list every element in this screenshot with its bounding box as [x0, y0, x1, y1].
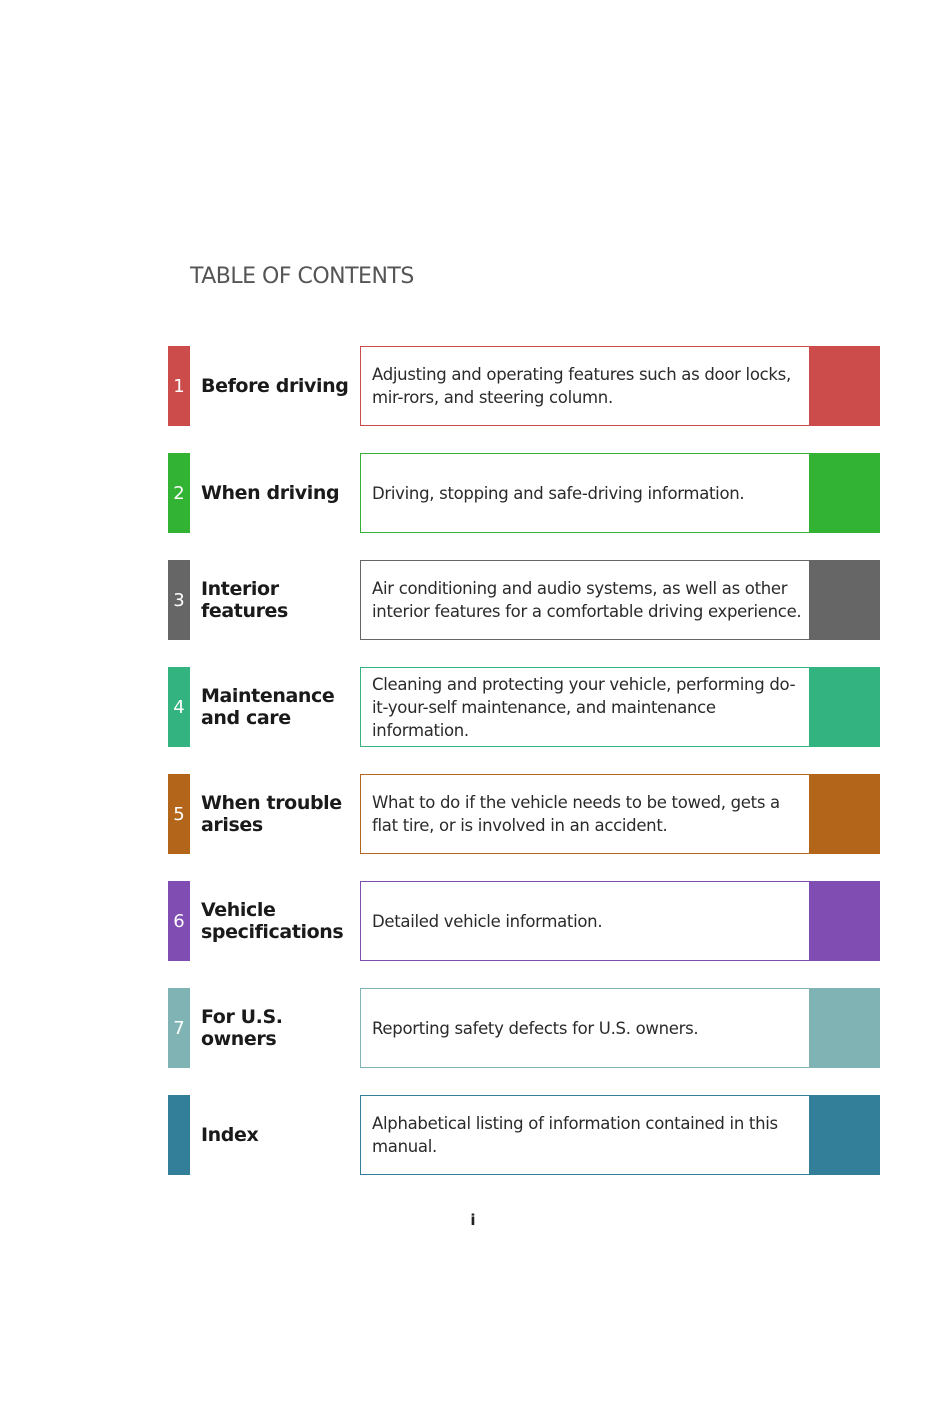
- section-description: Alphabetical listing of information contained in this manual.: [372, 1114, 778, 1156]
- section-description-box: [360, 560, 810, 640]
- section-color-tab[interactable]: [810, 346, 880, 426]
- section-number: 1: [173, 375, 185, 397]
- section-number-tab: [168, 988, 190, 1068]
- section-number-tab: [168, 667, 190, 747]
- section-description: Driving, stopping and safe-driving information.: [372, 483, 745, 503]
- section-heading[interactable]: [201, 1095, 361, 1175]
- section-color-tab[interactable]: [810, 774, 880, 854]
- page-title: TABLE OF CONTENTS: [190, 264, 414, 289]
- section-description: Adjusting and operating features such as door locks, mir-rors, and steering column.: [372, 365, 791, 407]
- section-number-tab: [168, 774, 190, 854]
- section-heading[interactable]: [201, 667, 361, 747]
- section-number: 4: [173, 696, 185, 718]
- toc-entry-before-driving[interactable]: [168, 346, 880, 426]
- section-heading-label: When trouble arises: [201, 792, 342, 836]
- section-description: Reporting safety defects for U.S. owners.: [372, 1018, 699, 1038]
- section-number: 7: [173, 1017, 185, 1039]
- section-number-tab: [168, 453, 190, 533]
- section-number-tab: [168, 560, 190, 640]
- section-number: 6: [173, 910, 185, 932]
- toc-entry-maintenance-and-care[interactable]: [168, 667, 880, 747]
- section-heading-label: Interior features: [201, 578, 288, 622]
- section-number-tab: [168, 881, 190, 961]
- section-heading-label: Maintenance and care: [201, 685, 335, 729]
- section-color-tab[interactable]: [810, 560, 880, 640]
- section-description-box: [360, 881, 810, 961]
- section-heading-label: Vehicle specifications: [201, 899, 344, 943]
- section-number: 3: [173, 589, 185, 611]
- toc-entry-when-trouble-arises[interactable]: [168, 774, 880, 854]
- section-heading-label: Index: [201, 1124, 259, 1146]
- section-heading[interactable]: [201, 988, 361, 1068]
- toc-entry-index[interactable]: [168, 1095, 880, 1175]
- section-color-tab[interactable]: [810, 667, 880, 747]
- section-description-box: [360, 774, 810, 854]
- toc-entry-for-us-owners[interactable]: [168, 988, 880, 1068]
- section-description: Cleaning and protecting your vehicle, performing do-it-your-self maintenance, and maintenance information.: [372, 674, 796, 740]
- section-description-box: [360, 453, 810, 533]
- section-heading[interactable]: [201, 881, 361, 961]
- section-heading-label: Before driving: [201, 375, 349, 397]
- section-heading[interactable]: [201, 774, 361, 854]
- section-description-box: [360, 346, 810, 426]
- section-heading-label: When driving: [201, 482, 340, 504]
- section-number-tab: [168, 346, 190, 426]
- section-number-tab: [168, 1095, 190, 1175]
- toc-entry-interior-features[interactable]: [168, 560, 880, 640]
- section-color-tab[interactable]: [810, 453, 880, 533]
- section-number: 5: [173, 803, 185, 825]
- section-color-tab[interactable]: [810, 1095, 880, 1175]
- toc-entry-vehicle-specifications[interactable]: [168, 881, 880, 961]
- section-description-box: [360, 988, 810, 1068]
- section-heading-label: For U.S. owners: [201, 1006, 283, 1050]
- section-description-box: [360, 667, 810, 747]
- section-description: Detailed vehicle information.: [372, 911, 603, 931]
- section-heading[interactable]: [201, 453, 361, 533]
- section-heading[interactable]: [201, 346, 361, 426]
- section-color-tab[interactable]: [810, 988, 880, 1068]
- toc-entry-when-driving[interactable]: [168, 453, 880, 533]
- page-number: i: [470, 1211, 476, 1229]
- section-description-box: [360, 1095, 810, 1175]
- section-description: Air conditioning and audio systems, as well as other interior features for a comfortable driving experience.: [372, 579, 802, 621]
- section-number: 2: [173, 482, 185, 504]
- section-color-tab[interactable]: [810, 881, 880, 961]
- section-description: What to do if the vehicle needs to be towed, gets a flat tire, or is involved in an accident.: [372, 793, 780, 835]
- section-heading[interactable]: [201, 560, 361, 640]
